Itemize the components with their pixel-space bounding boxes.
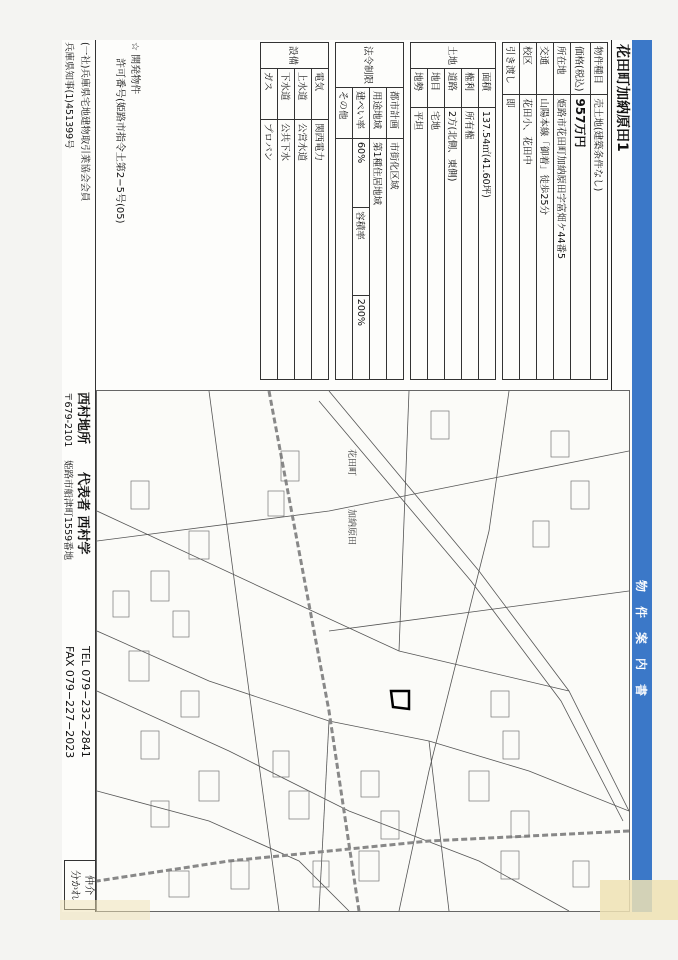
fax-number: FAX 079−227−2023 [63,646,76,759]
other-value [336,139,353,380]
spec-tables [254,42,608,380]
tape-strip-left [60,900,150,920]
regulation-table [335,42,404,380]
map-drawing [97,391,629,911]
location-map [96,390,630,912]
far-label: 容積率 [353,208,370,296]
facility-group-label: 設備 [261,43,329,69]
broker-split-label: 分かれ [69,870,80,900]
property-title: 花田町加納原田1 [611,40,632,394]
sewer-value: 公共下水 [278,120,295,380]
price-label: 価格(税込) [571,43,591,95]
postal-code: 〒679-2101 [62,392,73,448]
map-label-kanoharada: 加納原田 [346,509,356,546]
bcr-label: 建ぺい率 [353,88,370,139]
rotated-flyer [62,40,652,912]
representative: 代表者 西村学 [75,472,90,555]
road-label: 道路 [445,69,462,108]
regulation-group-label: 法令制限 [336,43,404,88]
zoning-value: 第1種住居地域 [370,139,387,380]
map-label-hanada: 花田町 [346,449,356,477]
property-table [502,42,608,380]
rights-label: 権利 [462,69,479,108]
water-value: 公営水道 [295,120,312,380]
land-group-label: 土地 [411,43,496,69]
electric-value: 関西電力 [312,120,329,380]
gas-value: プロパン [261,120,278,380]
note-line-2: 許可番号(姫路市指令土第2−5号(05) [114,58,125,224]
city-plan-label: 都市計画 [387,88,404,139]
handover-label: 引き渡し [503,43,520,95]
school-label: 校区 [520,43,537,95]
zoning-label: 用途地域 [370,88,387,139]
type-label: 物件種目 [591,43,608,95]
transport-value: 山陽本線「御着」徒歩25分 [537,95,554,380]
banner-bar [632,40,652,912]
land-table [410,42,496,380]
handover-value: 即 [503,95,520,380]
water-label: 上水道 [295,69,312,120]
company-address: 姫路市船津町1559番地 [62,460,73,561]
location-value: 姫路市花田町加納原田字富畑ケ44番5 [554,95,571,380]
electric-label: 電気 [312,69,329,120]
transport-label: 交通 [537,43,554,95]
note-line-1: ☆ 開発物件 [129,42,140,95]
area-label: 面積 [479,69,496,108]
location-label: 所在地 [554,43,571,95]
subject-lot-outline [391,691,409,709]
type-value: 売土地(建築条件なし) [591,95,608,380]
other-label: その他 [336,88,353,139]
category-value: 宅地 [428,108,445,380]
sewer-label: 下水道 [278,69,295,120]
tape-strip [600,880,678,920]
city-plan-value: 市街化区域 [387,139,404,380]
facility-table [260,42,329,380]
area-value: 137.54㎡(41.60坪) [479,108,496,380]
banner-title: 物件案内書 [634,580,648,711]
category-label: 地目 [428,69,445,108]
document-sheet [62,40,652,912]
terrain-value: 平坦 [411,108,428,380]
tel-number: TEL 079−232−2841 [79,646,92,758]
company-name: 西村地所 [75,392,90,445]
development-notes [112,42,142,382]
road-value: 2方(北側、東側) [445,108,462,380]
broker-label: 仲介 [83,875,94,895]
far-value: 200% [353,295,370,379]
rights-value: 所有権 [462,108,479,380]
bcr-value: 60% [353,139,370,208]
school-value: 花田小、花田中 [520,95,537,380]
price-value: 957万円 [571,95,591,380]
association-text: (一社)兵庫県宅地建物取引業協会会員 [79,42,90,202]
footer [61,40,96,912]
gas-label: ガス [261,69,278,120]
license-text: 兵庫県知事(1)451399号 [63,42,74,149]
terrain-label: 地勢 [411,69,428,108]
